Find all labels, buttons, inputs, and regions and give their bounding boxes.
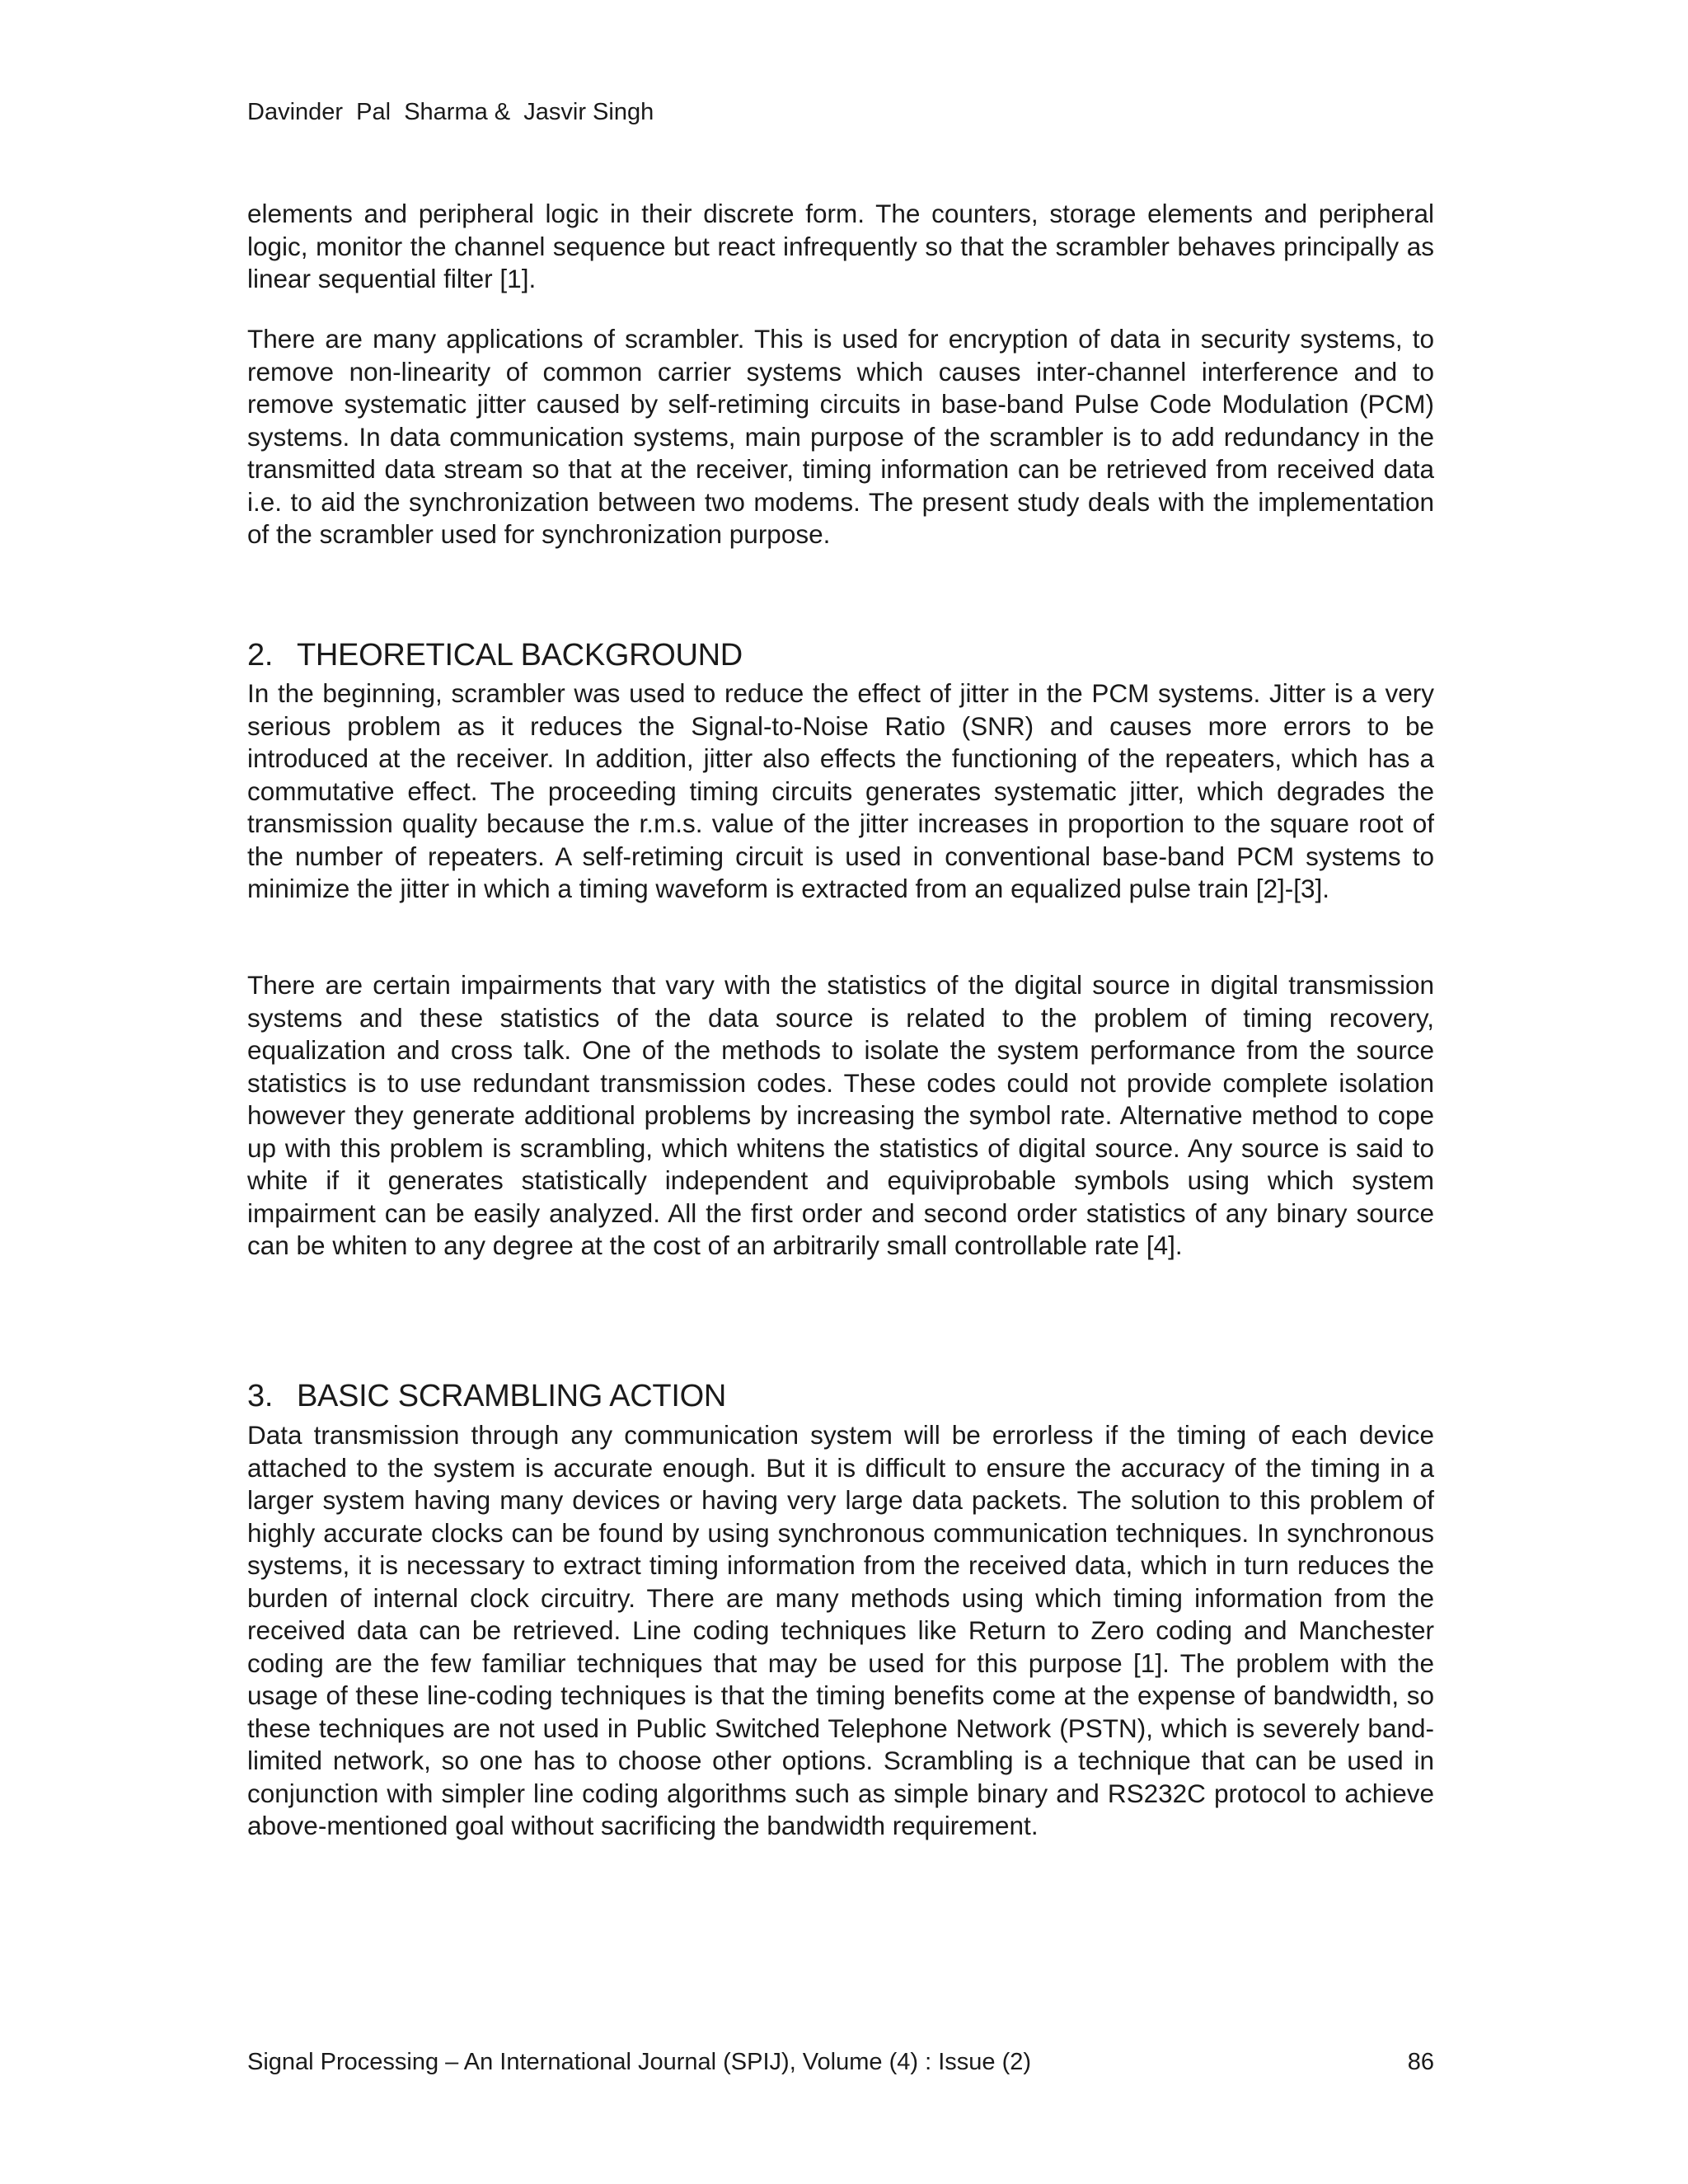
- section-2-paragraph-1-block: [247, 677, 1434, 906]
- running-head-authors: Davinder Pal Sharma & Jasvir Singh: [247, 99, 654, 125]
- intro-block: [247, 198, 1434, 296]
- intro-paragraph-1: elements and peripheral logic in their discrete form. The counters, storage elements and peripheral logic, monitor the channel sequence but react infrequently so that the scrambler behaves principally as linear sequential filter [1].: [247, 199, 1434, 293]
- section-3-heading: [247, 1378, 1434, 1414]
- section-3-paragraph-1: Data transmission through any communication system will be errorless if the timing of each device attached to the system is accurate enough. But it is difficult to ensure the accuracy of the timing in a larger system having many devices or having very large data packets. The solution to this problem of highly accurate clocks can be found by using synchronous communication techniques. In synchronous systems, it is necessary to extract timing information from the received data, which in turn reduces the burden of internal clock circuitry. There are many methods using which timing information from the received data can be retrieved. Line coding techniques like Return to Zero coding and Manchester coding are the few familiar techniques that may be used for this purpose [1]. The problem with the usage of these line-coding techniques is that the timing benefits come at the expense of bandwidth, so these techniques are not used in Public Switched Telephone Network (PSTN), which is severely band-limited network, so one has to choose other options. Scrambling is a technique that can be used in conjunction with simpler line coding algorithms such as simple binary and RS232C protocol to achieve above-mentioned goal without sacrificing the bandwidth requirement.: [247, 1420, 1434, 1840]
- section-3-number: 3.: [247, 1379, 274, 1413]
- page-footer: [247, 2047, 1434, 2077]
- section-2-paragraph-2-block: [247, 969, 1434, 1263]
- section-2-number: 2.: [247, 638, 274, 673]
- intro-paragraph-2: There are many applications of scrambler. This is used for encryption of data in security systems, to remove non-linearity of common carrier systems which causes inter-channel interference and to remove systematic jitter caused by self-retiming circuits in base-band Pulse Code Modulation (PCM) systems. In data communication systems, main purpose of the scrambler is to add redundancy in the transmitted data stream so that at the receiver, timing information can be retrieved from received data i.e. to aid the synchronization between two modems. The present study deals with the implementation of the scrambler used for synchronization purpose.: [247, 324, 1434, 549]
- section-2-paragraph-2: There are certain impairments that vary with the statistics of the digital source in digital transmission systems and these statistics of the data source is related to the problem of timing recovery, equalization and cross talk. One of the methods to isolate the system performance from the source statistics is to use redundant transmission codes. These codes could not provide complete isolation however they generate additional problems by increasing the symbol rate. Alternative method to cope up with this problem is scrambling, which whitens the statistics of digital source. Any source is said to white if it generates statistically independent and equiviprobable symbols using which system impairment can be easily analyzed. All the first order and second order statistics of any binary source can be whiten to any degree at the cost of an arbitrarily small controllable rate [4].: [247, 970, 1434, 1260]
- section-2-heading: [247, 637, 1434, 673]
- section-2-title: THEORETICAL BACKGROUND: [297, 638, 743, 673]
- section-3-paragraph-1-block: [247, 1419, 1434, 1843]
- section-3-title: BASIC SCRAMBLING ACTION: [297, 1379, 726, 1413]
- footer-journal: Signal Processing – An International Journal (SPIJ), Volume (4) : Issue (2): [247, 2049, 1032, 2075]
- section-3-heading-block: [247, 1378, 1434, 1414]
- section-2-paragraph-1: In the beginning, scrambler was used to reduce the effect of jitter in the PCM systems. Jitter is a very serious problem as it reduces the Signal-to-Noise Ratio (SNR) and causes more errors to be introduced at the receiver. In addition, jitter also effects the functioning of the repeaters, which has a commutative effect. The proceeding timing circuits generates systematic jitter, which degrades the transmission quality because the r.m.s. value of the jitter increases in proportion to the square root of the number of repeaters. A self-retiming circuit is used in conventional base-band PCM systems to minimize the jitter in which a timing waveform is extracted from an equalized pulse train [2]-[3].: [247, 678, 1434, 903]
- section-2-heading-block: [247, 637, 1434, 673]
- footer-page-number: 86: [1407, 2049, 1434, 2075]
- intro-block-2: [247, 323, 1434, 551]
